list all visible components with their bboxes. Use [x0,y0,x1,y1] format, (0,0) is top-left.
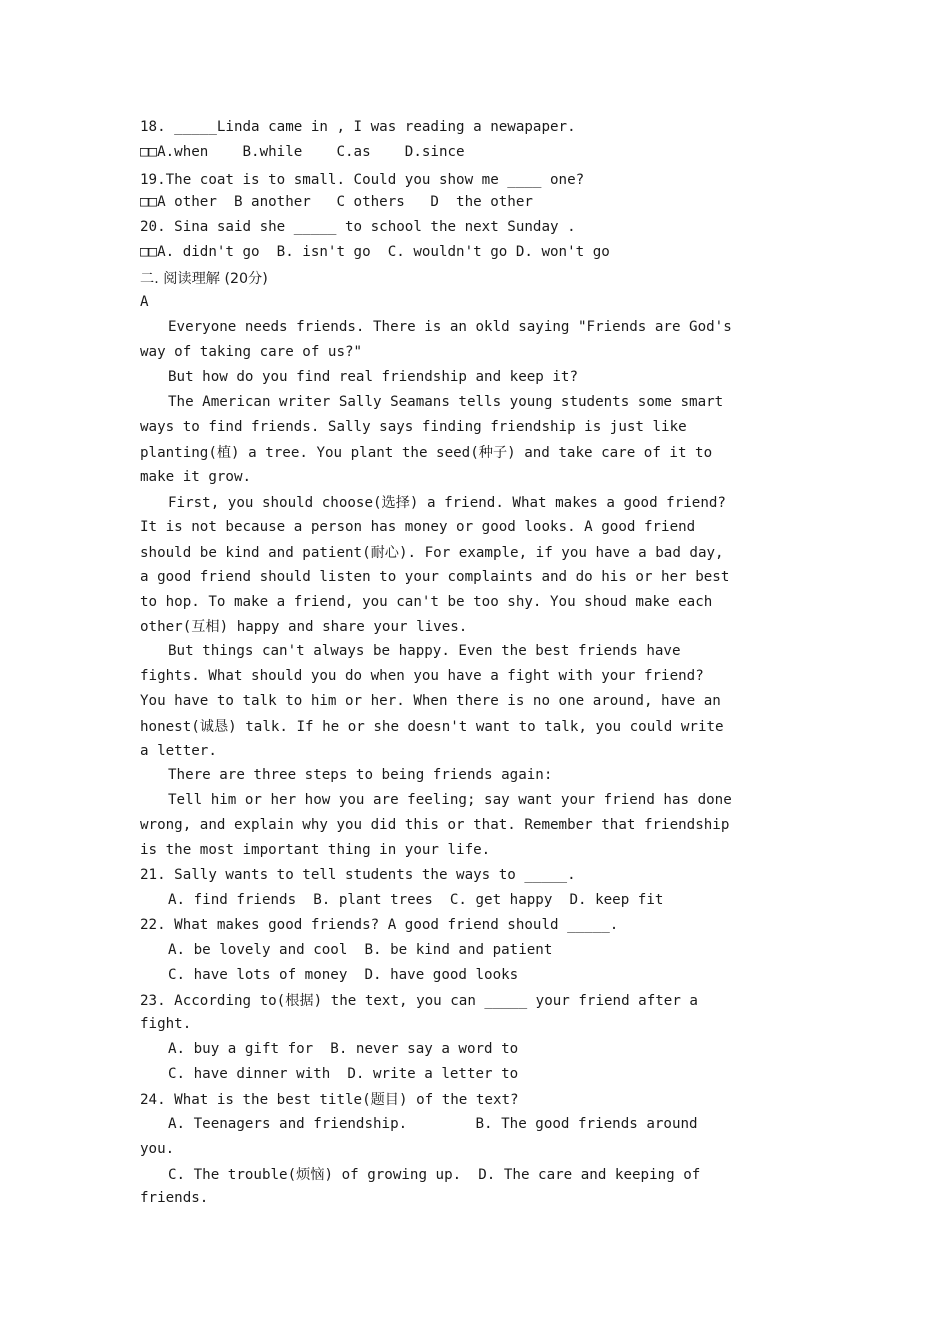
passage-line: other(互相) happy and share your lives. [140,619,468,635]
passage-line: Everyone needs friends. There is an okld saying "Friends are God's [168,319,732,335]
passage-line: a good friend should listen to your complaints and do his or her best [140,569,730,585]
passage-line: is the most important thing in your life. [140,842,491,858]
q18-stem: 18. _____Linda came in , I was reading a newapaper. [140,119,576,135]
passage-line: You have to talk to him or her. When there is no one around, have an [140,693,721,709]
q24-options: you. [140,1141,175,1157]
q20-stem: 20. Sina said she _____ to school the next Sunday . [140,219,576,235]
passage-line: It is not because a person has money or good looks. A good friend [140,519,696,535]
passage-label: A [140,294,149,310]
passage-line: to hop. To make a friend, you can't be too shy. You shoud make each [140,594,713,610]
passage-line: way of taking care of us?" [140,344,363,360]
q21-stem: 21. Sally wants to tell students the ways to _____. [140,867,576,883]
q24-options: friends. [140,1190,209,1206]
passage-line: a letter. [140,743,217,759]
q19-options: □□A other B another C others D the other [140,194,533,210]
q23-stem: 23. According to(根据) the text, you can _____ your friend after a [140,993,698,1009]
passage-line: The American writer Sally Seamans tells young students some smart [168,394,724,410]
passage-line: But things can't always be happy. Even the best friends have [168,643,681,659]
q24-stem: 24. What is the best title(题目) of the text? [140,1092,519,1108]
q22-stem: 22. What makes good friends? A good friend should _____. [140,917,619,933]
passage-line: wrong, and explain why you did this or that. Remember that friendship [140,817,730,833]
q22-options: A. be lovely and cool B. be kind and patient [168,942,553,958]
q23-options: C. have dinner with D. write a letter to [168,1066,519,1082]
passage-line: Tell him or her how you are feeling; say want your friend has done [168,792,732,808]
passage-line: ways to find friends. Sally says finding friendship is just like [140,419,687,435]
q24-options: A. Teenagers and friendship. B. The good friends around [168,1116,698,1132]
passage-line: planting(植) a tree. You plant the seed(种子) and take care of it to [140,445,713,461]
section-heading: 二. 阅读理解 (20分) [140,271,268,287]
q23-options: A. buy a gift for B. never say a word to [168,1041,519,1057]
q21-options: A. find friends B. plant trees C. get happy D. keep fit [168,892,664,908]
passage-line: But how do you find real friendship and keep it? [168,369,578,385]
q23-stem: fight. [140,1016,192,1032]
passage-line: honest(诚恳) talk. If he or she doesn't want to talk, you could write [140,719,724,735]
q24-options: C. The trouble(烦恼) of growing up. D. The care and keeping of [168,1167,701,1183]
q19-stem: 19.The coat is to small. Could you show me ____ one? [140,172,585,188]
passage-line: should be kind and patient(耐心). For example, if you have a bad day, [140,545,724,561]
passage-line: First, you should choose(选择) a friend. What makes a good friend? [168,495,726,511]
q20-options: □□A. didn't go B. isn't go C. wouldn't go D. won't go [140,244,610,260]
passage-line: fights. What should you do when you have a fight with your friend? [140,668,704,684]
passage-line: There are three steps to being friends again: [168,767,553,783]
passage-line: make it grow. [140,469,252,485]
q18-options: □□A.when B.while C.as D.since [140,144,465,160]
q22-options: C. have lots of money D. have good looks [168,967,519,983]
